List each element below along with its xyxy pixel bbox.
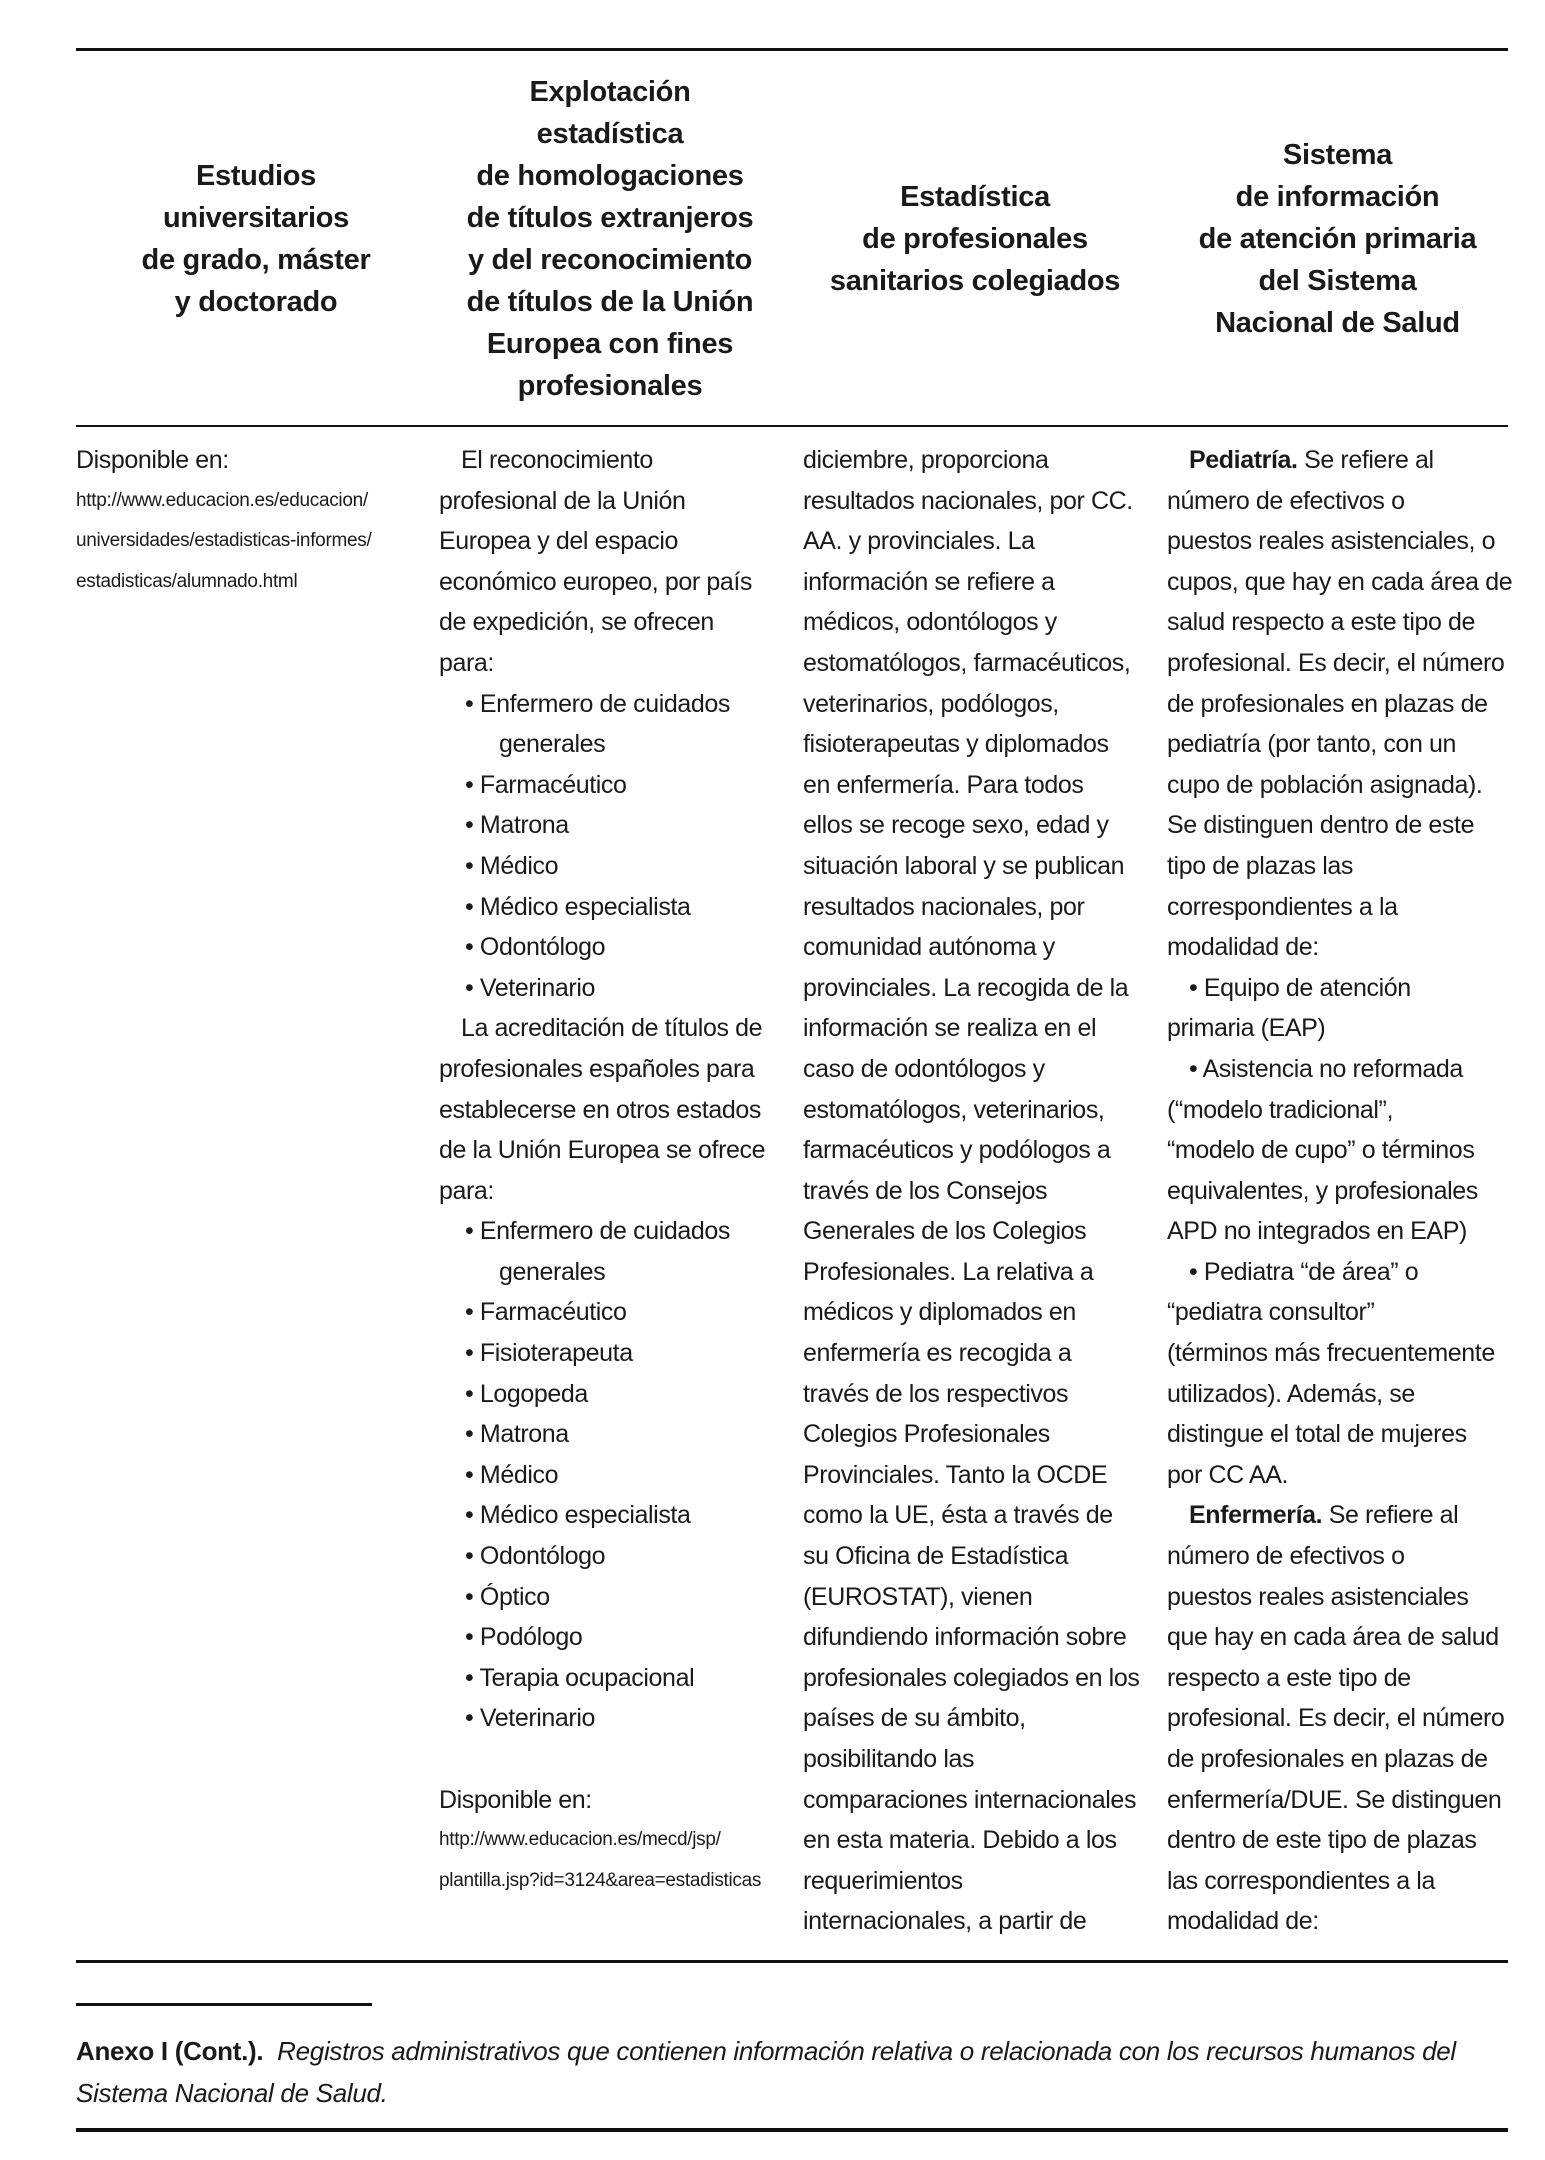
text-line: como la UE, ésta a través de bbox=[803, 1501, 1113, 1530]
caption-short-rule bbox=[76, 2003, 372, 2006]
text-line: número de efectivos o bbox=[1167, 1542, 1405, 1571]
header-line: de homologaciones bbox=[476, 160, 744, 192]
url-text: plantilla.jsp?id=3124&area=estadisticas bbox=[439, 1869, 762, 1891]
text-line: puestos reales asistenciales bbox=[1167, 1582, 1469, 1611]
text-line: veterinarios, podólogos, bbox=[803, 689, 1059, 718]
text-line: para: bbox=[439, 1176, 494, 1205]
table-top-rule bbox=[76, 48, 1508, 51]
header-line: del Sistema bbox=[1258, 265, 1417, 297]
text-line: • Fisioterapeuta bbox=[465, 1339, 633, 1368]
header-line: de grado, máster bbox=[141, 244, 371, 276]
text-line: profesionales colegiados en los bbox=[803, 1663, 1140, 1692]
text-line: Generales de los Colegios bbox=[803, 1217, 1087, 1246]
text-line: las correspondientes a la bbox=[1167, 1866, 1435, 1895]
header-line: Europea con fines bbox=[486, 328, 734, 360]
header-line: de atención primaria bbox=[1198, 223, 1477, 255]
url-text: http://www.educacion.es/mecd/jsp/ bbox=[439, 1829, 721, 1851]
text-line: caso de odontólogos y bbox=[803, 1054, 1045, 1083]
column-header-atencion-primaria bbox=[1160, 62, 1515, 416]
text-line: Profesionales. La relativa a bbox=[803, 1257, 1094, 1286]
text-line: cupo de población asignada). bbox=[1167, 770, 1483, 799]
text-line: para: bbox=[439, 648, 494, 677]
text-line: Provinciales. Tanto la OCDE bbox=[803, 1460, 1108, 1489]
text-line: distingue el total de mujeres bbox=[1167, 1420, 1467, 1449]
header-line: y del reconocimiento bbox=[467, 244, 753, 276]
header-text bbox=[467, 71, 754, 407]
text-line: comparaciones internacionales bbox=[803, 1785, 1137, 1814]
text-line: • Matrona bbox=[465, 1420, 569, 1449]
text-line: través de los respectivos bbox=[803, 1379, 1069, 1408]
text-line: (términos más frecuentemente bbox=[1167, 1339, 1495, 1368]
text-line: enfermería es recogida a bbox=[803, 1339, 1072, 1368]
text-line: ellos se recoge sexo, edad y bbox=[803, 811, 1109, 840]
text-line: (EUROSTAT), vienen bbox=[803, 1582, 1033, 1611]
text-line: (“modelo tradicional”, bbox=[1167, 1095, 1394, 1124]
text-line: farmacéuticos y podólogos a bbox=[803, 1136, 1111, 1165]
text-line: profesional. Es decir, el número bbox=[1167, 1704, 1505, 1733]
text-line: diciembre, proporciona bbox=[803, 446, 1049, 474]
text-line: comunidad autónoma y bbox=[803, 933, 1055, 962]
text-run: Se refiere al bbox=[1322, 1501, 1459, 1530]
column-header-estudios-universitarios bbox=[76, 62, 436, 416]
text-line: generales bbox=[499, 730, 606, 759]
text-line: estomatólogos, veterinarios, bbox=[803, 1095, 1105, 1124]
text-line: El reconocimiento bbox=[461, 446, 653, 474]
header-text bbox=[830, 176, 1120, 302]
text-line: establecerse en otros estados bbox=[439, 1095, 761, 1124]
text-line: pediatría (por tanto, con un bbox=[1167, 730, 1456, 759]
header-line: Estadística bbox=[900, 181, 1050, 213]
text-line: de profesionales en plazas de bbox=[1167, 689, 1488, 718]
header-line: estadística bbox=[536, 118, 684, 150]
text-line: profesionales españoles para bbox=[439, 1054, 755, 1083]
text-line: “pediatra consultor” bbox=[1167, 1298, 1375, 1327]
text-line: requerimientos bbox=[803, 1866, 963, 1895]
text-line: de profesionales en plazas de bbox=[1167, 1745, 1488, 1773]
header-line: de profesionales bbox=[862, 223, 1088, 255]
text-line: enfermería/DUE. Se distinguen bbox=[1167, 1785, 1502, 1814]
header-line: universitarios bbox=[162, 202, 349, 234]
column-body-atencion-primaria bbox=[1167, 440, 1512, 1942]
text-line: posibilitando las bbox=[803, 1745, 975, 1773]
text-line: primaria (EAP) bbox=[1167, 1014, 1326, 1043]
text-line: • Odontólogo bbox=[465, 933, 606, 962]
text-line: fisioterapeutas y diplomados bbox=[803, 730, 1109, 759]
text-line: utilizados). Además, se bbox=[1167, 1379, 1415, 1408]
text-line: en enfermería. Para todos bbox=[803, 770, 1084, 799]
text-line: Disponible en: bbox=[439, 1785, 592, 1814]
text-line: difundiendo información sobre bbox=[803, 1623, 1127, 1652]
column-body-homologaciones bbox=[439, 440, 765, 1901]
text-line: salud respecto a este tipo de bbox=[1167, 608, 1476, 637]
bold-lead: Enfermería. bbox=[1189, 1501, 1323, 1530]
text-line: profesional de la Unión bbox=[439, 486, 686, 515]
text-line: • Óptico bbox=[465, 1582, 550, 1611]
header-text bbox=[142, 155, 371, 323]
text-line: • Médico bbox=[465, 1460, 559, 1489]
text-line: de la Unión Europea se ofrece bbox=[439, 1136, 766, 1165]
header-line: Nacional de Salud bbox=[1215, 307, 1460, 339]
text-line: tipo de plazas las bbox=[1167, 851, 1353, 880]
column-header-homologaciones bbox=[430, 62, 790, 416]
header-line: de información bbox=[1235, 181, 1440, 213]
text-line: número de efectivos o bbox=[1167, 486, 1405, 515]
text-line: información se refiere a bbox=[803, 567, 1055, 596]
text-line: puestos reales asistenciales, o bbox=[1167, 527, 1496, 556]
text-line: • Equipo de atención bbox=[1189, 973, 1411, 1002]
text-line: “modelo de cupo” o términos bbox=[1167, 1136, 1475, 1165]
table-bottom-rule bbox=[76, 1960, 1508, 1963]
text-line: Europea y del espacio bbox=[439, 527, 678, 556]
text-line: profesional. Es decir, el número bbox=[1167, 648, 1505, 677]
text-line: por CC AA. bbox=[1167, 1460, 1289, 1489]
text-line: resultados nacionales, por bbox=[803, 892, 1085, 921]
header-text bbox=[1199, 134, 1477, 344]
text-line: • Médico bbox=[465, 851, 559, 880]
header-line: Estudios bbox=[195, 160, 317, 192]
text-line: situación laboral y se publican bbox=[803, 851, 1125, 880]
text-line: • Enfermero de cuidados bbox=[465, 1217, 730, 1246]
header-line: y doctorado bbox=[174, 286, 338, 318]
text-line: • Podólogo bbox=[465, 1623, 583, 1652]
text-line: en esta materia. Debido a los bbox=[803, 1826, 1117, 1855]
header-line: de títulos extranjeros bbox=[466, 202, 754, 234]
text-line: • Farmacéutico bbox=[465, 770, 627, 799]
text-line: Colegios Profesionales bbox=[803, 1420, 1050, 1449]
text-run: Se refiere al bbox=[1297, 446, 1434, 474]
text-line: internacionales, a partir de bbox=[803, 1907, 1087, 1936]
text-line: • Farmacéutico bbox=[465, 1298, 627, 1327]
caption-label: Anexo I (Cont.). bbox=[76, 2036, 264, 2066]
text-line: Se distinguen dentro de este bbox=[1167, 811, 1475, 840]
text-line: • Médico especialista bbox=[465, 1501, 691, 1530]
text-line: estomatólogos, farmacéuticos, bbox=[803, 648, 1131, 677]
text-line: médicos y diplomados en bbox=[803, 1298, 1076, 1327]
text-line: • Terapia ocupacional bbox=[465, 1663, 695, 1692]
text-line: países de su ámbito, bbox=[803, 1704, 1026, 1733]
text-line: resultados nacionales, por CC. bbox=[803, 486, 1133, 515]
text-line bbox=[1167, 1495, 1512, 1536]
caption-text: Registros administrativos que contienen información relativa o relacionada con los recursos humanos del Sistema Nacional de Salud. bbox=[76, 2036, 1456, 2108]
column-body-estudios-universitarios bbox=[76, 440, 371, 602]
text-line: través de los Consejos bbox=[803, 1176, 1048, 1205]
url-text: estadisticas/alumnado.html bbox=[76, 570, 298, 592]
text-line: económico europeo, por país bbox=[439, 567, 753, 596]
text-line: que hay en cada área de salud bbox=[1167, 1623, 1499, 1652]
text-line: Disponible en: bbox=[76, 446, 229, 474]
spacer bbox=[439, 1739, 765, 1780]
text-line: información se realiza en el bbox=[803, 1014, 1097, 1043]
text-line: modalidad de: bbox=[1167, 933, 1319, 962]
text-line: de expedición, se ofrecen bbox=[439, 608, 714, 637]
header-line: Sistema bbox=[1282, 139, 1393, 171]
text-line: • Matrona bbox=[465, 811, 569, 840]
column-body-profesionales-colegiados bbox=[803, 440, 1139, 1942]
text-line: • Odontólogo bbox=[465, 1542, 606, 1571]
text-line: respecto a este tipo de bbox=[1167, 1663, 1411, 1692]
text-line: • Veterinario bbox=[465, 1704, 596, 1733]
text-line: provinciales. La recogida de la bbox=[803, 973, 1129, 1002]
url-text: http://www.educacion.es/educacion/ bbox=[76, 489, 368, 511]
text-line bbox=[1167, 440, 1512, 481]
text-line: • Enfermero de cuidados bbox=[465, 689, 730, 718]
text-line: su Oficina de Estadística bbox=[803, 1542, 1069, 1571]
text-line: generales bbox=[499, 1257, 606, 1286]
header-line: sanitarios colegiados bbox=[829, 265, 1121, 297]
header-bottom-rule bbox=[76, 425, 1508, 427]
text-line: • Médico especialista bbox=[465, 892, 691, 921]
text-line: • Asistencia no reformada bbox=[1189, 1054, 1463, 1083]
header-line: de títulos de la Unión bbox=[466, 286, 754, 318]
text-line: • Pediatra “de área” o bbox=[1189, 1257, 1419, 1286]
url-text: universidades/estadisticas-informes/ bbox=[76, 530, 372, 552]
text-line: • Veterinario bbox=[465, 973, 596, 1002]
text-line: dentro de este tipo de plazas bbox=[1167, 1826, 1477, 1855]
text-line: médicos, odontólogos y bbox=[803, 608, 1057, 637]
text-line: • Logopeda bbox=[465, 1379, 588, 1408]
text-line: correspondientes a la bbox=[1167, 892, 1398, 921]
page-bottom-rule bbox=[76, 2128, 1508, 2132]
header-line: profesionales bbox=[517, 370, 703, 402]
table-caption bbox=[76, 2030, 1516, 2114]
bold-lead: Pediatría. bbox=[1189, 446, 1298, 474]
text-line: APD no integrados en EAP) bbox=[1167, 1217, 1467, 1246]
text-line: equivalentes, y profesionales bbox=[1167, 1176, 1478, 1205]
text-line: La acreditación de títulos de bbox=[461, 1014, 763, 1043]
column-header-profesionales-colegiados bbox=[795, 62, 1155, 416]
text-line: AA. y provinciales. La bbox=[803, 527, 1035, 556]
header-line: Explotación bbox=[529, 76, 691, 108]
text-line: modalidad de: bbox=[1167, 1907, 1319, 1936]
text-line: cupos, que hay en cada área de bbox=[1167, 567, 1513, 596]
